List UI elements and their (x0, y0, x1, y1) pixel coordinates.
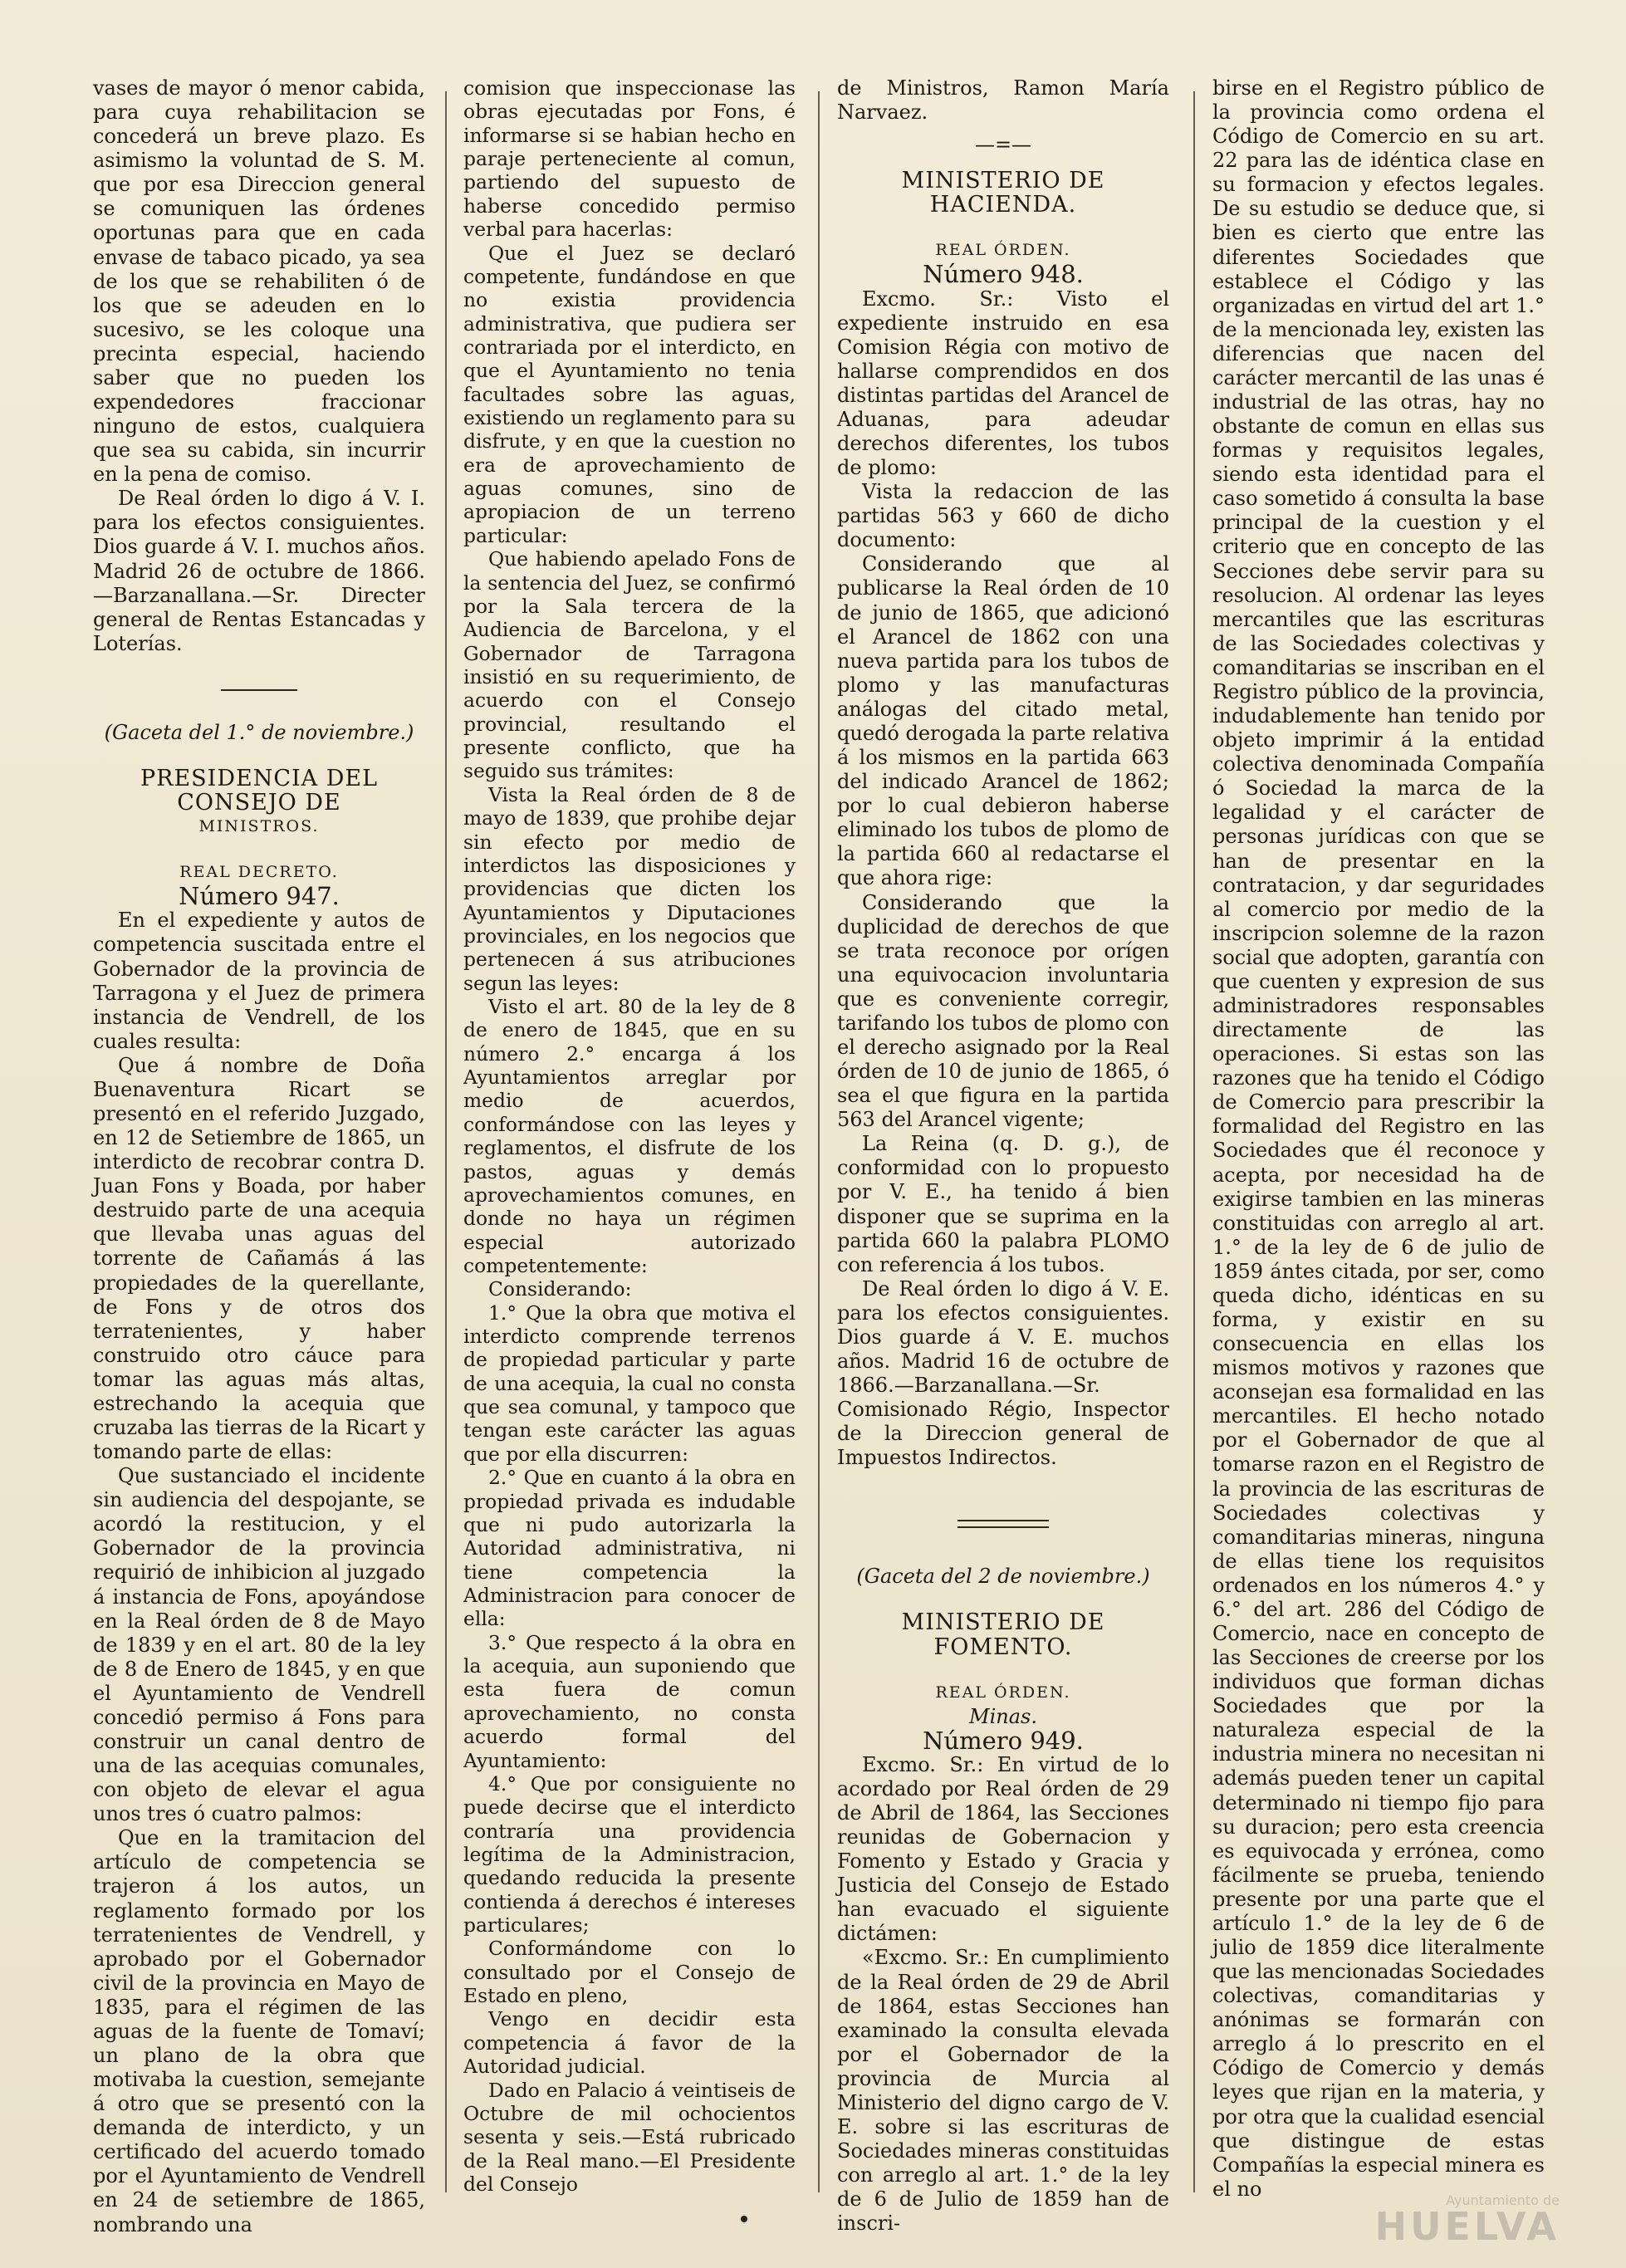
section-heading: MINISTERIO DE HACIENDA. (901, 168, 1105, 218)
paragraph: Visto el art. 80 de la ley de 8 de enero de 1845, que en su número 2.° encarga á los Ayuntamientos arreglar por medio de acuerdos, conformándose con las leyes y reglamentos, el disfrute de los pastos, aguas y demás aprovechamientos comunes, en donde no haya un régimen especial autorizado competentemente: (463, 995, 796, 1277)
document-kind: REAL DECRETO. (179, 863, 339, 882)
paragraph: Que sustanciado el incidente sin audiencia del despojante, se acordó la restitucion, y el Gobernador de la provincia requirió de inhibicion al juzgado á instancia de Fons, apoyándose en la Real órden de 8 de Mayo de 1839 y en el art. 80 de la ley de 8 de Enero de 1845, y en que el Ayuntamiento de Vendrell concedió permiso á Fons para construir un canal dentro de una de las acequias comunales, con objeto de elevar el agua unos tres ó cuatro palmos: (93, 1464, 425, 1826)
column-rule (445, 91, 447, 2192)
paragraph: Considerando que la duplicidad de derechos de que se trata reconoce por orígen una equivocacion involuntaria que es conveniente corregir, tarifando los tubos de plomo con el derecho asignado por la Real órden de 10 de junio de 1865, ó sea el que figura en la partida 563 del Arancel vigente; (837, 890, 1169, 1132)
paragraph: Dado en Palacio á veintiseis de Octubre de mil ochocientos sesenta y seis.—Está rubricado de la Real mano.—El Presidente del Consejo (463, 2078, 796, 2196)
paragraph: Que el Juez se declaró competente, fundándose en que no existia providencia administrativa, que pudiera ser contrariada por el interdicto, en que el Ayuntamiento no tenia facultades sobre las aguas, existiendo un reglamento para su disfrute, y en que la cuestion no era de aprovechamiento de aguas comunes, sino de apropiacion de un terreno particular: (463, 241, 796, 547)
paragraph: birse en el Registro público de la provincia como ordena el Código de Comercio en su art. 22 para las de idéntica clase en su formacion y efectos legales. De su estudio se deduce que, si bien es cierto que entre las diferentes Sociedades que establece el Código y las organizadas en virtud del art 1.° de la mencionada ley, existen las diferencias que nacen del carácter mercantil de las unas é industrial de las otras, hay no obstante de comun en ellas sus formas y requisitos legales, siendo esta identidad para el caso sometido á consulta la base principal de la cuestion y el criterio que en concepto de las Secciones debe servir para su resolucion. Al ordenar las leyes mercantiles que las escrituras de las Sociedades colectivas y comanditarias se inscriban en el Registro público de la provincia, indudablemente han tenido por objeto imprimir á la entidad colectiva denominada Compañía ó Sociedad la marca de la legalidad y el carácter de personas jurídicas con que se han de presentar en la contratacion, y dar seguridades al comercio por medio de la inscripcion solemne de la razon social que adopten, garantía con que cuenten y expresion de sus administradores responsables directamente de las operaciones. Si estas son las razones que ha tenido el Código de Comercio para prescribir la formalidad del Registro en las Sociedades que él reconoce y acepta, por necesidad ha de exigirse tambien en las mineras constituidas con arreglo al art. 1.° de la ley de 6 de julio de 1859 ántes citada, por ser, como queda dicho, idénticas en su forma, y existir en su consecuencia en ellas los mismos motivos y razones que aconsejan esa formalidad en las mercantiles. El hecho notado por el Gobernador de que al tomarse razon en el Registro de la provincia de las escrituras de Sociedades colectivas y comanditarias mineras, ninguna de ellas tiene los requisitos ordenados en los números 4.° y 6.° del art. 286 del Código de Comercio, nace en concepto de las Secciones de creerse por los individuos que forman dichas Sociedades que por la naturaleza especial de la industria minera no necesitan ni además pueden tener un capital determinado ni tiempo fijo para su duracion; pero esta creencia es equivocada y errónea, como fácilmente se prueba, teniendo presente por una parte que el artículo 1.° de la ley de 6 de julio de 1859 dice literalmente que las mencionadas Sociedades colectivas, comanditarias y anónimas se formarán con arreglo á lo prescrito en el Código de Comercio y demás leyes que rijan en la materia, y por otra que la cualidad esencial que distingue de estas Compañías la especial minera es el no (1212, 76, 1545, 2201)
column-rule (1193, 91, 1195, 2192)
column-rule (818, 91, 820, 2192)
paragraph: Considerando que al publicarse la Real órden de 10 de junio de 1865, que adicionó el Arancel de 1862 con una nueva partida para los tubos de plomo y las manufacturas análogas del citado metal, quedó derogada la parte relativa á los mismos en la partida 663 del indicado Arancel de 1862; por lo cual debieron haberse eliminado los tubos de plomo de la partida 660 al redactarse el que ahora rige: (837, 552, 1170, 890)
paragraph: Que á nombre de Doña Buenaventura Ricart se presentó en el referido Juzgado, en 12 de Setiembre de 1865, un interdicto de recobrar contra D. Juan Fons y Boada, por haber destruido parte de una acequia que llevaba unas aguas del torrente de Cañamás á las propiedades de la querellante, de Fons y de otros dos terratenientes, y haber construido otro cáuce para tomar las aguas más altas, estrechando la acequia que cruzaba las tierras de la Ricart y tomando parte de ellas: (93, 1053, 425, 1464)
paragraph: 1.° Que la obra que motiva el interdicto comprende terrenos de propiedad particular y parte de una acequia, la cual no consta que sea comunal, y tampoco que tengan este carácter las aguas que por ella discurren: (463, 1301, 796, 1466)
paragraph: vases de mayor ó menor cabida, para cuya rehabilitacion se concederá un breve plazo. Es asimismo la voluntad de S. M. que por esa Direccion general se comuniquen las órdenes oportunas para que en cada envase de tabaco picado, ya sea de los que se rehabiliten ó de los que se adeuden en lo sucesivo, se les coloque una precinta especial, haciendo saber que no pueden los expendedores fraccionar ninguno de estos, cualquiera que sea su cabida, sin incurrir en la pena de comiso. (93, 76, 425, 487)
paragraph: Excmo. Sr.: En virtud de lo acordado por Real órden de 29 de Abril de 1864, las Secciones reunidas de Gobernacion y Fomento y Estado y Gracia y Justicia del Consejo de Estado han evacuado el siguiente dictámen: (837, 1752, 1169, 1946)
paragraph: 4.° Que por consiguiente no puede decirse que el interdicto contraría una providencia legítima de la Administracion, quedando reducida la presente contienda á derechos é intereses particulares; (463, 1771, 796, 1937)
section-separator (957, 1520, 1049, 1528)
paragraph: 2.° Que en cuanto á la obra en propiedad privada es indudable que ni pudo autorizarla la Autoridad administrativa, ni tiene competencia la Administracion para conocer de ella: (463, 1466, 796, 1631)
watermark-line: Ayuntamiento de (1446, 2192, 1560, 2208)
paragraph: Que habiendo apelado Fons de la sentencia del Juez, se confirmó por la Sala tercera de la Audiencia de Barcelona, y el Gobernador de Tarragona insistió en su requerimiento, de acuerdo con el Consejo provincial, resultando el presente conflicto, que ha seguido sus trámites: (463, 547, 796, 783)
document-number: Número 948. (923, 260, 1084, 289)
page-mark (741, 2216, 747, 2222)
watermark (1374, 2192, 1560, 2249)
paragraph: De Real órden lo digo á V. E. para los efectos consiguientes. Dios guarde á V. E. muchos años. Madrid 16 de octubre de 1866.—Barzanallana.—Sr. Comisionado Régio, Inspector de la Direccion general de Impuestos Indirectos. (837, 1276, 1169, 1470)
paragraph: De Real órden lo digo á V. I. para los efectos consiguientes. Dios guarde á V. I. muchos años. Madrid 26 de octubre de 1866.—Barzanallana.—Sr. Directer general de Rentas Estancadas y Loterías. (93, 487, 425, 655)
document-number: Número 949. (923, 1726, 1084, 1755)
paragraph: Vista la Real órden de 8 de mayo de 1839, que prohibe dejar sin efecto por medio de interdictos las disposiciones y providencias que dicten los Ayuntamientos y Diputaciones provinciales, en los negocios que pertenecen á sus atribuciones segun las leyes: (463, 782, 796, 995)
paragraph: Vista la redaccion de las partidas 563 y 660 de dicho documento: (837, 480, 1169, 552)
paragraph: 3.° Que respecto á la obra en la acequia, aun suponiendo que esta fuera de comun aprovechamiento, no consta acuerdo formal del Ayuntamiento: (463, 1630, 796, 1772)
document-subject: Minas. (969, 1704, 1037, 1728)
document-number: Número 947. (179, 882, 340, 911)
section-separator (221, 689, 297, 691)
section-separator: —=— (974, 133, 1032, 157)
paragraph: «Excmo. Sr.: En cumplimiento de la Real órden de 29 de Abril de 1864, estas Secciones han examinado la consulta elevada por el Gobernador de la provincia de Murcia al Ministerio del digno cargo de V. E. sobre si las escrituras de Sociedades mineras constituidas con arreglo al art. 1.° de la ley de 6 de Julio de 1859 han de inscri- (837, 1946, 1169, 2236)
paragraph: La Reina (q. D. g.), de conformidad con lo propuesto por V. E., ha tenido á bien disponer que se suprima en la partida 660 la palabra PLOMO con referencia á los tubos. (837, 1132, 1169, 1276)
paragraph: Que en la tramitacion del artículo de competencia se trajeron á los autos, un reglamento formado por los terratenientes de Vendrell, y aprobado por el Gobernador civil de la provincia en Mayo de 1835, para el régimen de las aguas de la fuente de Tomaví; un plano de la obra que motivaba la cuestion, semejante á otro que se presentó con la demanda de interdicto, y un certificado del acuerdo tomado por el Ayuntamiento de Vendrell en 24 de setiembre de 1865, nombrando una (93, 1826, 425, 2236)
paragraph: comision que inspeccionase las obras ejecutadas por Fons, é informarse si se habian hecho en paraje perteneciente al comun, partiendo del supuesto de haberse concedido permiso verbal para hacerlas: (463, 76, 796, 242)
column-2 (463, 76, 796, 2196)
watermark-logo-text: HUELVA (1374, 2204, 1560, 2249)
column-3 (837, 76, 1169, 2236)
paragraph: Conformándome con lo consultado por el Consejo de Estado en pleno, (463, 1937, 796, 2008)
section-heading: MINISTERIO DE FOMENTO. (901, 1609, 1105, 1660)
paragraph: Considerando: (488, 1277, 632, 1301)
column-1 (93, 76, 425, 2237)
gaceta-date: (Gaceta del 2 de noviembre.) (856, 1565, 1150, 1589)
document-kind: REAL ÓRDEN. (935, 241, 1071, 260)
paragraph: de Ministros, Ramon María Narvaez. (837, 76, 1169, 125)
section-heading: PRESIDENCIA DEL CONSEJO DE (140, 765, 379, 816)
paragraph: Vengo en decidir esta competencia á favor de la Autoridad judicial. (463, 2007, 796, 2079)
paragraph: Excmo. Sr.: Visto el expediente instruido en esa Comision Régia con motivo de hallarse comprendidos en dos distintas partidas del Arancel de Aduanas, para adeudar derechos diferentes, los tubos de plomo: (837, 287, 1169, 480)
column-4 (1212, 76, 1545, 2202)
gaceta-date: (Gaceta del 1.° de noviembre.) (104, 720, 414, 744)
paragraph: En el expediente y autos de competencia suscitada entre el Gobernador de la provincia de Tarragona y el Juez de primera instancia de Vendrell, de los cuales resulta: (93, 909, 425, 1053)
section-subheading: MINISTROS. (198, 817, 320, 836)
document-kind: REAL ÓRDEN. (935, 1683, 1071, 1702)
